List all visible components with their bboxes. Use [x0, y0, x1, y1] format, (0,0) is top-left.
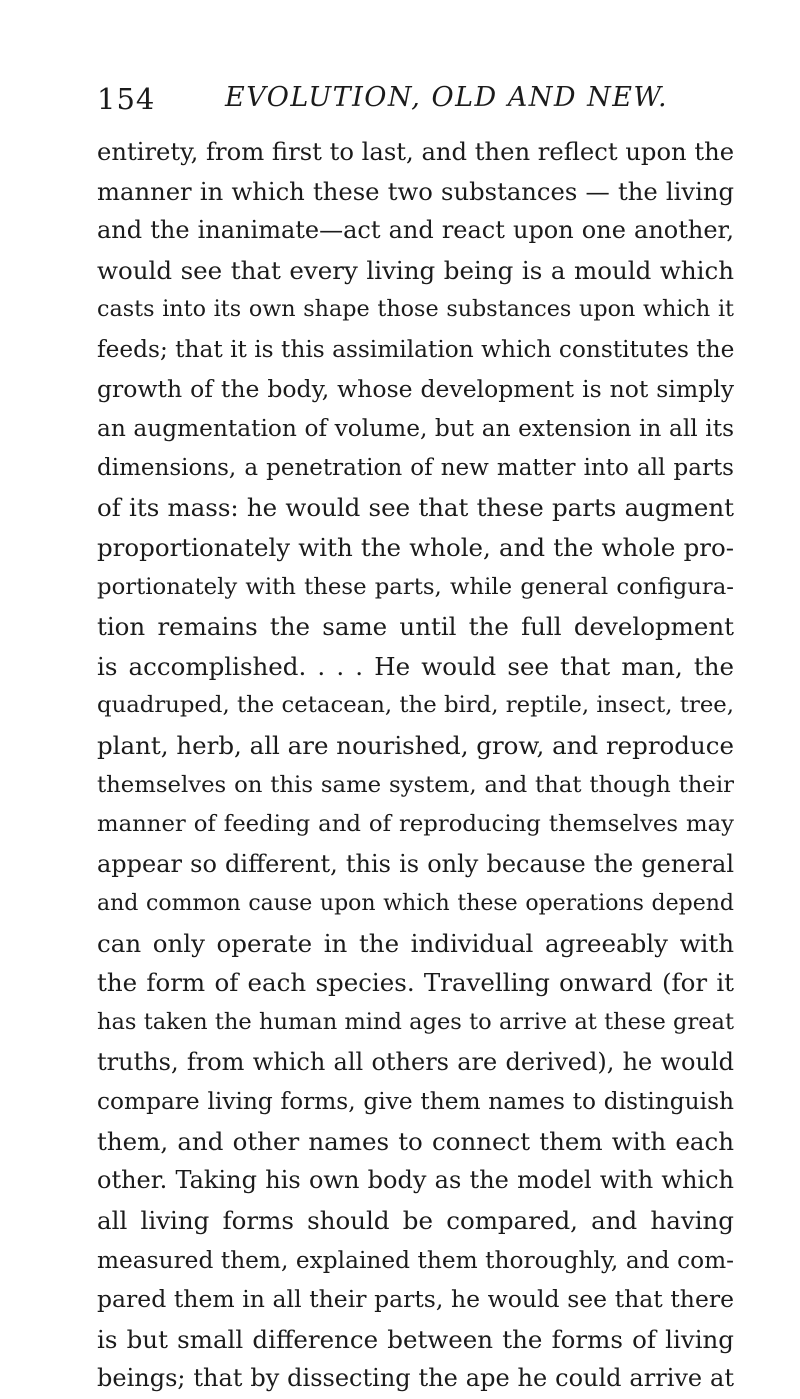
page-number: 154	[97, 82, 156, 116]
text-line: all living forms should be compared, and having	[97, 1206, 734, 1236]
text-line: growth of the body, whose development is not simply	[97, 374, 734, 403]
text-line: truths, from which all others are derived), he would	[97, 1047, 734, 1076]
text-line: and common cause upon which these operations depend	[97, 891, 734, 917]
text-line: proportionately with the whole, and the whole pro-	[97, 532, 734, 562]
text-line: casts into its own shape those substances upon which it	[97, 296, 734, 323]
text-line: tion remains the same until the full development	[97, 612, 734, 642]
text-line: is but small difference between the forms of living	[97, 1324, 734, 1354]
text-line: has taken the human mind ages to arrive at these great	[97, 1009, 734, 1036]
text-line: entirety, from first to last, and then reflect upon the	[97, 137, 735, 166]
text-line: plant, herb, all are nourished, grow, and reproduce	[97, 730, 734, 760]
text-line: pared them in all their parts, he would see that there	[97, 1285, 734, 1314]
text-line: quadruped, the cetacean, the bird, reptile, insect, tree,	[97, 692, 734, 719]
text-line: themselves on this same system, and that though their	[97, 771, 734, 798]
text-line: portionately with these parts, while general configura-	[97, 573, 734, 600]
text-line: compare living forms, give them names to distinguish	[97, 1088, 734, 1116]
text-line: beings; that by dissecting the ape he could arrive at	[97, 1364, 734, 1393]
text-line: would see that every living being is a mould which	[97, 255, 734, 285]
text-line: and the inanimate—act and react upon one another,	[97, 216, 734, 245]
text-line: dimensions, a penetration of new matter into all parts	[97, 454, 734, 481]
text-line: measured them, explained them thoroughly, and com-	[97, 1246, 734, 1274]
text-line: them, and other names to connect them with each	[97, 1126, 734, 1156]
text-line: feeds; that it is this assimilation which constitutes the	[97, 335, 735, 363]
body-text	[97, 132, 734, 1399]
text-line: manner in which these two substances — the living	[97, 176, 734, 206]
text-line: of its mass: he would see that these parts augment	[97, 493, 734, 523]
text-line: an augmentation of volume, but an extension in all its	[97, 415, 734, 443]
text-line: the form of each species. Travelling onward (for it	[97, 968, 734, 998]
running-title: EVOLUTION, OLD AND NEW.	[225, 82, 669, 113]
text-line: can only operate in the individual agreeably with	[97, 928, 734, 958]
running-head	[97, 82, 740, 122]
text-line: is accomplished. . . . He would see that man, the	[97, 651, 734, 681]
text-line: appear so different, this is only because the general	[97, 849, 734, 878]
text-line: manner of feeding and of reproducing themselves may	[97, 811, 734, 838]
text-line: other. Taking his own body as the model with which	[97, 1166, 734, 1195]
